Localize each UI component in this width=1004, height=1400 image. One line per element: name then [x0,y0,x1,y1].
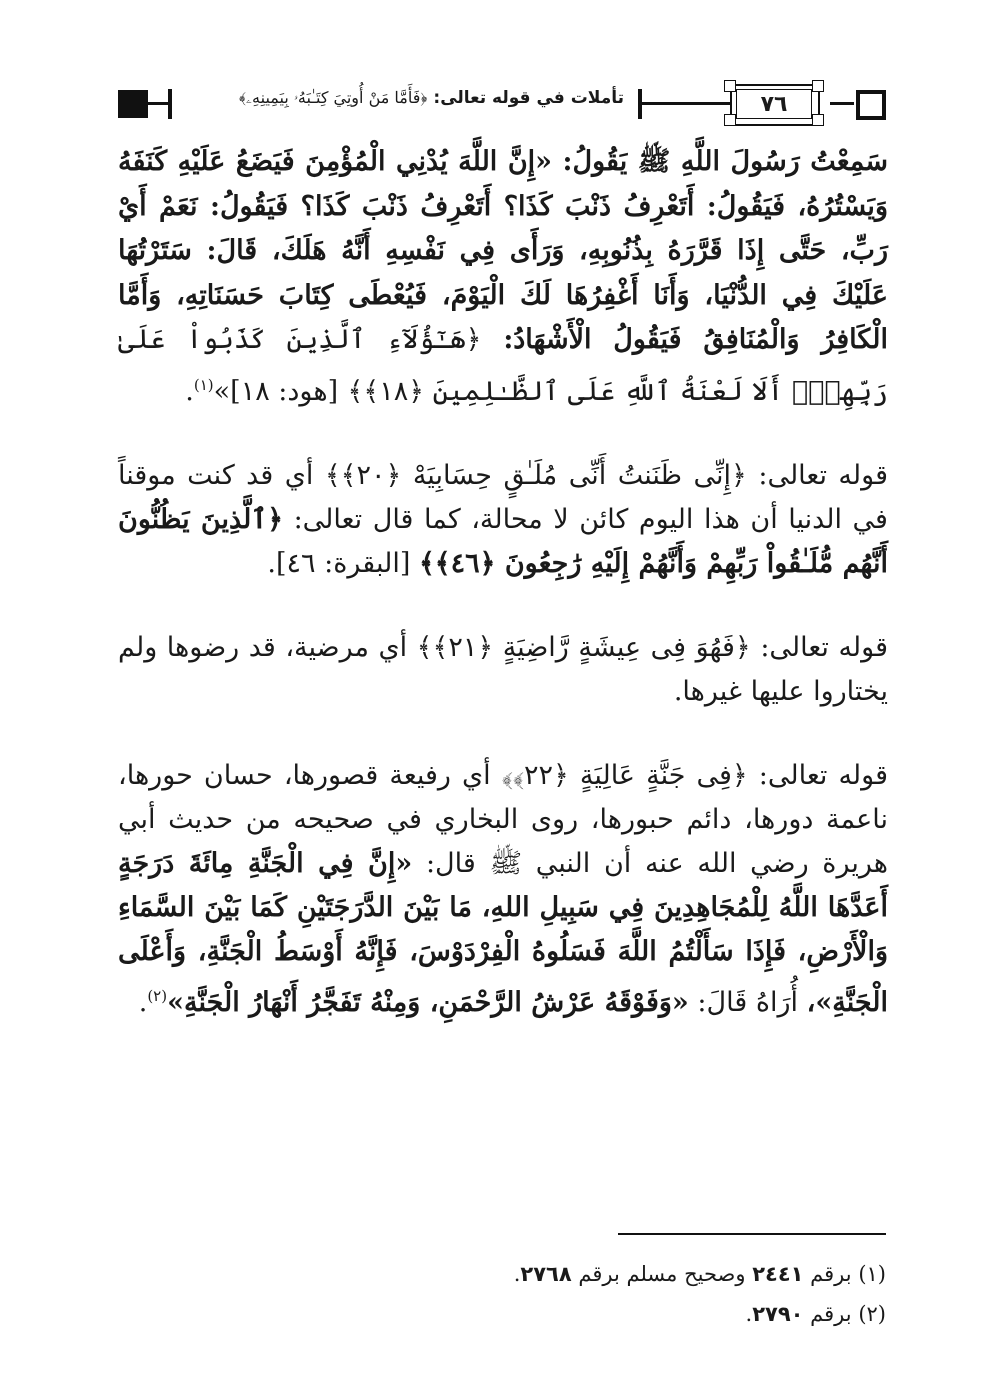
header-title-label: تأملات في قوله تعالى: [433,88,624,108]
quran-verse: ﴿إِنِّى ظَنَنتُ أَنِّى مُلَـٰقٍ حِسَابِيَهْ ﴿٢٠﴾﴾ [324,460,747,491]
header-square-left [118,90,148,118]
page-header [118,82,886,126]
main-content [118,140,888,1065]
commentary-text: أي قد كنت موقناً في الدنيا أن هذا اليوم كائن لا محالة، كما قال تعالى: [118,460,888,535]
page-number: ٧٦ [736,89,812,119]
footnote-text: وصحيح مسلم برقم [578,1262,746,1286]
footnote-separator [618,1233,886,1235]
header-square-right [856,90,886,120]
commentary-lead: قوله تعالى: [758,460,888,491]
commentary-lead: قوله تعالى: [760,632,889,663]
paragraph-commentary [118,454,888,586]
hadith-text: «إِنَّ فِي الْجَنَّةِ مِائَةَ دَرَجَةٍ أَعَدَّهَا اللَّهُ لِلْمُجَاهِدِينَ فِي سَبِيلِ اللهِ، مَا بَيْنَ الدَّرَجَتَيْنِ كَمَا بَيْنَ السَّمَاءِ وَالْأَرْضِ، فَإِذَا سَأَلْتُمُ اللَّهَ فَسَلُوهُ الْفِرْدَوْسَ، فَإِنَّهُ أَوْسَطُ الْجَنَّةِ، وَأَعْلَى الْجَنَّةِ»، [118,848,888,1018]
footnote-ref-number: ٢٧٩٠ [752,1302,804,1326]
header-rule [148,102,168,105]
footnote-marker[interactable]: (٢) [147,987,168,1005]
header-rule [642,102,730,105]
header-rule [830,102,854,105]
header-divider [168,89,172,119]
paragraph-end: . [185,375,194,407]
commentary-lead: قوله تعالى: [758,760,889,791]
footnote-number: (١) [858,1262,886,1286]
commentary-text: أُرَاهُ قَالَ: [697,987,799,1018]
footnote-end: . [745,1302,753,1326]
footnotes [126,1254,886,1334]
quran-verse: ﴿هَـٰٓؤُلَآءِ ٱلَّذِينَ كَذَبُواْ عَلَىٰ رَبِّهِمْۚ أَلَا لَعْنَةُ ٱللَّهِ عَلَى ٱلظَّـٰلِمِينَ ﴿١٨﴾﴾ [118,324,888,407]
header-title-verse: ﴿فَأَمَّا مَنْ أُوتِيَ كِتَـٰبَهُۥ بِيَمِينِهِۦ﴾ [238,88,428,107]
verse-reference: [البقرة: ٤٦]. [267,548,411,579]
quran-verse: ﴿فَهُوَ فِى عِيشَةٍ رَّاضِيَةٍ ﴿٢١﴾﴾ [416,632,751,663]
hadith-text: سَمِعْتُ رَسُولَ اللَّهِ ﷺ يَقُولُ: «إِنَّ اللَّهَ يُدْنِي الْمُؤْمِنَ فَيَضَعُ عَلَيْهِ كَنَفَهُ وَيَسْتُرُهُ، فَيَقُولُ: أَتَعْرِفُ ذَنْبَ كَذَا؟ أَتَعْرِفُ ذَنْبَ كَذَا؟ فَيَقُولُ: نَعَمْ أَيْ رَبِّ، حَتَّى إِذَا قَرَّرَهُ بِذُنُوبِهِ، وَرَأَى فِي نَفْسِهِ أَنَّهُ هَلَكَ، قَالَ: سَتَرْتُهَا عَلَيْكَ فِي الدُّنْيَا، وَأَنَا أَغْفِرُهَا لَكَ الْيَوْمَ، فَيُعْطَى كِتَابَ حَسَنَاتِهِ، وَأَمَّا الْكَافِرُ وَالْمُنَافِقُ فَيَقُولُ الْأَشْهَادُ: [118,146,888,355]
footnote-number: (٢) [858,1302,886,1326]
commentary-text: أي مرضية، قد رضوها ولم يختاروا عليها غيرها. [118,632,888,707]
footnote-item [126,1294,886,1334]
paragraph-end: . [138,987,148,1018]
page-number-frame [718,84,830,124]
paragraph-mixed [118,754,888,1025]
paragraph-commentary [118,626,888,714]
footnote-end: . [513,1262,521,1286]
footnote-text: برقم [810,1262,852,1286]
hadith-text: «وَفَوْقَهُ عَرْشُ الرَّحْمَنِ، وَمِنْهُ تَفَجَّرُ أَنْهَارُ الْجَنَّةِ» [167,987,689,1018]
footnote-marker[interactable]: (١) [193,375,214,394]
header-title [239,88,624,108]
footnote-ref-number: ٢٤٤١ [752,1262,804,1286]
paragraph-hadith [118,140,888,414]
commentary-text: أي رفيعة قصورها، حسان حورها، ناعمة دورها، دائم حبورها، روى البخاري في صحيحه من حديث أبي هريرة رضي الله عنه أن النبي ﷺ قال: [118,760,888,879]
footnote-item [126,1254,886,1294]
quran-verse: ﴿فِى جَنَّةٍ عَالِيَةٍ ﴿٢٢﴾﴾ [501,760,748,791]
verse-reference: [هود: ١٨]» [213,375,339,407]
footnote-ref-number: ٢٧٦٨ [520,1262,572,1286]
footnote-text: برقم [810,1302,852,1326]
quran-verse: ﴿ٱلَّذِينَ يَظُنُّونَ أَنَّهُم مُّلَـٰقُواْ رَبِّهِمْ وَأَنَّهُمْ إِلَيْهِ رَٰجِعُونَ ﴿٤٦﴾﴾ [118,504,888,579]
